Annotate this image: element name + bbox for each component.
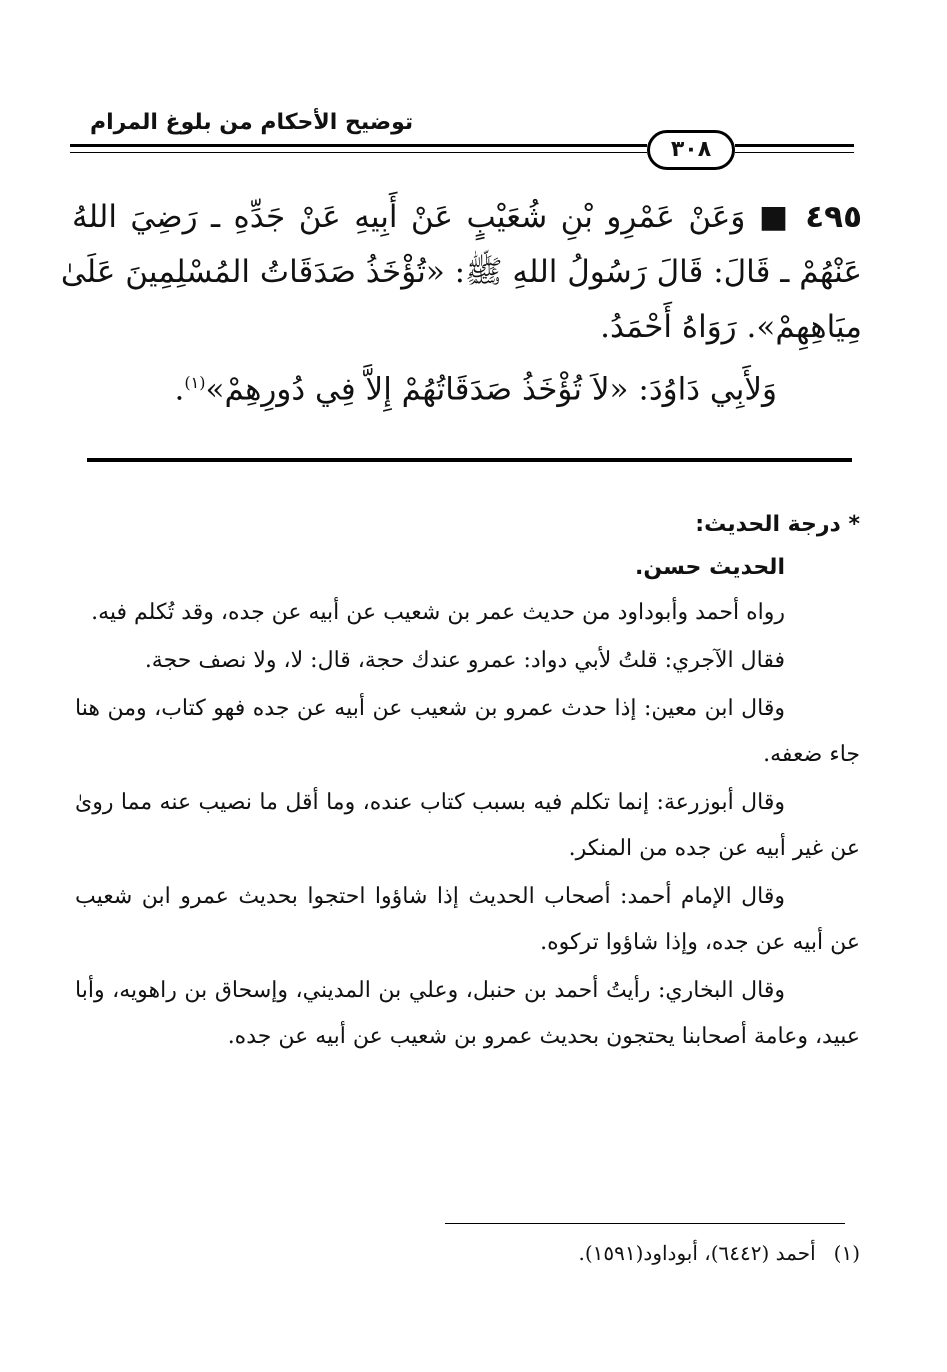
header-rule-thick-left <box>70 144 647 147</box>
paragraph: وقال ابن معين: إذا حدث عمرو بن شعيب عن أبيه عن جده فهو كتاب، ومن هنا جاء ضعفه. <box>75 696 860 767</box>
header-rule-thick-right <box>735 144 854 147</box>
hadith-line-4-text: وَلأَبِي دَاوُدَ: «لاَ تُؤْخَذُ صَدَقَاتُهُمْ إِلاَّ فِي دُورِهِمْ» <box>205 371 777 408</box>
footnote-number: (١) <box>833 1241 860 1265</box>
footnote-reference: (١) <box>184 373 206 392</box>
header-rule-thin-right <box>735 152 854 153</box>
paragraph: رواه أحمد وأبوداود من حديث عمر بن شعيب عن أبيه عن جده، وقد تُكلم فيه. <box>91 600 785 625</box>
hadith-line-1: ٤٩٥ ■ وَعَنْ عَمْرِو بْنِ شُعَيْبٍ عَنْ أَبِيهِ عَنْ جَدِّهِ ـ رَضِيَ اللهُ <box>72 199 863 235</box>
book-title: توضيح الأحكام من بلوغ المرام <box>90 110 414 135</box>
hadith-grade: الحديث حسن. <box>635 555 785 580</box>
hadith-line-1-text: وَعَنْ عَمْرِو بْنِ شُعَيْبٍ عَنْ أَبِيهِ عَنْ جَدِّهِ ـ رَضِيَ اللهُ <box>72 199 746 235</box>
page-header <box>70 100 854 170</box>
footnote-rule <box>445 1223 845 1224</box>
paragraph: فقال الآجري: قلتُ لأبي دواد: عمرو عندك حجة، قال: لا، ولا نصف حجة. <box>144 648 785 673</box>
hadith-line-3: مِيَاهِهِمْ». رَوَاهُ أَحْمَدُ. <box>600 309 862 345</box>
paragraph: وقال أبوزرعة: إنما تكلم فيه بسبب كتاب عنده، وما أقل ما نصيب عنه مما روىٰ عن غير أبيه عن جده من المنكر. <box>75 790 860 861</box>
paragraph: وقال البخاري: رأيتُ أحمد بن حنبل، وعلي بن المديني، وإسحاق بن راهويه، وأبا عبيد، وعامة أصحابنا يحتجون بحديث عمرو بن شعيب عن أبيه عن جده. <box>75 978 860 1049</box>
section-heading: * درجة الحديث: <box>695 512 860 537</box>
hadith-line-4 <box>72 355 862 417</box>
page-number: ٣٠٨ <box>647 130 735 170</box>
footnote-text: أحمد (٦٤٤٢)، أبوداود(١٥٩١). <box>578 1241 816 1265</box>
hadith-text <box>60 190 863 417</box>
commentary <box>75 505 860 1062</box>
section-divider <box>87 458 852 462</box>
hadith-line-2: عَنْهُمْ ـ قَالَ: قَالَ رَسُولُ اللهِ ﷺ: «تُؤْخَذُ صَدَقَاتُ المُسْلِمِينَ عَلَىٰ <box>60 254 862 290</box>
paragraph: وقال الإمام أحمد: أصحاب الحديث إذا شاؤوا احتجوا بحديث عمرو ابن شعيب عن أبيه عن جده، وإذا شاؤوا تركوه. <box>75 884 860 955</box>
header-rule-thin-left <box>70 152 647 153</box>
hadith-line-4-end: . <box>174 371 185 408</box>
footnote <box>300 1238 860 1268</box>
hadith-number: ٤٩٥ <box>805 199 863 235</box>
